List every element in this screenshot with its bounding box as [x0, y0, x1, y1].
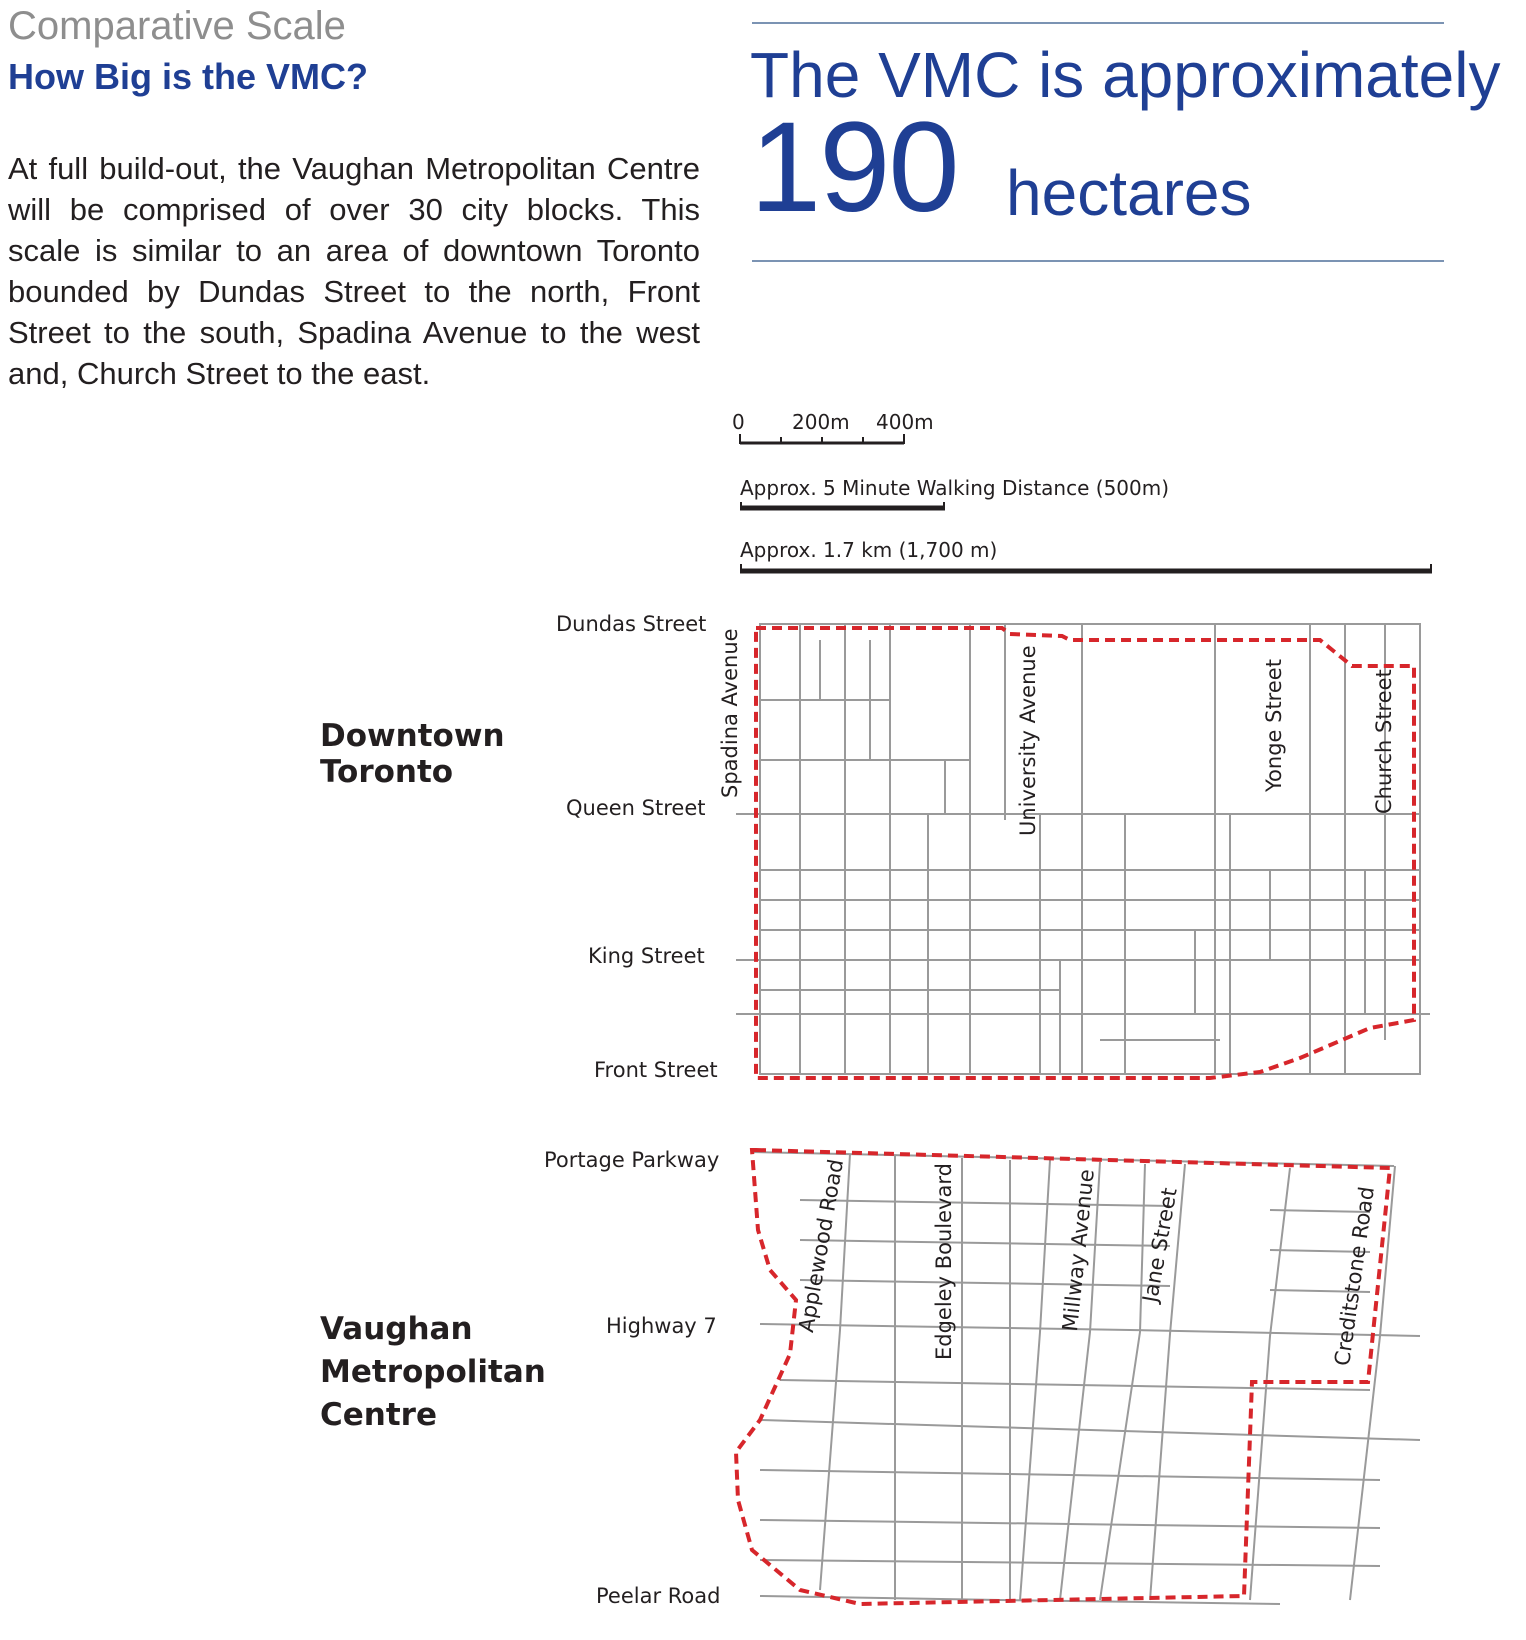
street-label-edgeley: Edgeley Boulevard — [932, 1163, 956, 1360]
street-label-church: Church Street — [1372, 669, 1396, 814]
toronto-name-line2: Toronto — [320, 754, 454, 790]
scale-bar-500m — [740, 502, 945, 510]
vmc-name-line3: Centre — [320, 1397, 437, 1433]
headline-unit: hectares — [1006, 157, 1252, 229]
street-label-king: King Street — [588, 944, 705, 968]
toronto-name-line1: Downtown — [320, 718, 505, 754]
street-label-spadina: Spadina Avenue — [718, 628, 742, 798]
street-label-dundas: Dundas Street — [556, 612, 707, 636]
street-label-front: Front Street — [594, 1058, 718, 1082]
headline-number: 190 — [750, 96, 958, 239]
street-label-creditstone: Creditstone Road — [1330, 1184, 1379, 1368]
vmc-area-name — [320, 1308, 546, 1437]
scale-tick-200: 200m — [792, 410, 850, 434]
vmc-name-line2: Metropolitan — [320, 1354, 546, 1390]
street-label-queen: Queen Street — [566, 796, 706, 820]
section-kicker: Comparative Scale — [8, 4, 346, 48]
street-label-yonge: Yonge Street — [1262, 659, 1286, 792]
toronto-street-grid — [736, 624, 1430, 1074]
headline-line: The VMC is approximately — [750, 39, 1501, 111]
walking-distance-label: Approx. 5 Minute Walking Distance (500m) — [740, 476, 1170, 500]
street-label-applewood: Applewood Road — [794, 1157, 849, 1335]
street-label-millway: Millway Avenue — [1058, 1168, 1099, 1333]
street-label-portage: Portage Parkway — [544, 1148, 720, 1172]
section-subhead: How Big is the VMC? — [8, 56, 368, 97]
scale-tick-400: 400m — [876, 410, 934, 434]
km-distance-label: Approx. 1.7 km (1,700 m) — [740, 538, 998, 562]
scale-tick-0: 0 — [732, 410, 745, 434]
street-label-jane: Jane Street — [1138, 1185, 1182, 1305]
vmc-name-line1: Vaughan — [320, 1311, 473, 1347]
scale-bar-1700m — [740, 564, 1432, 573]
street-label-highway7: Highway 7 — [606, 1314, 717, 1338]
toronto-boundary — [756, 628, 1414, 1078]
street-label-peelar: Peelar Road — [596, 1584, 721, 1608]
toronto-area-name — [320, 718, 505, 790]
scale-bar-400m — [740, 434, 904, 444]
street-label-university: University Avenue — [1016, 645, 1040, 836]
intro-paragraph: At full build-out, the Vaughan Metropolitan Centre will be comprised of over 30 city blocks. This scale is similar to an area of downtown Toronto bounded by Dundas Street to the north, Front Street to the south, Spadina Avenue to the west and, Church Street to the east. — [8, 151, 700, 391]
